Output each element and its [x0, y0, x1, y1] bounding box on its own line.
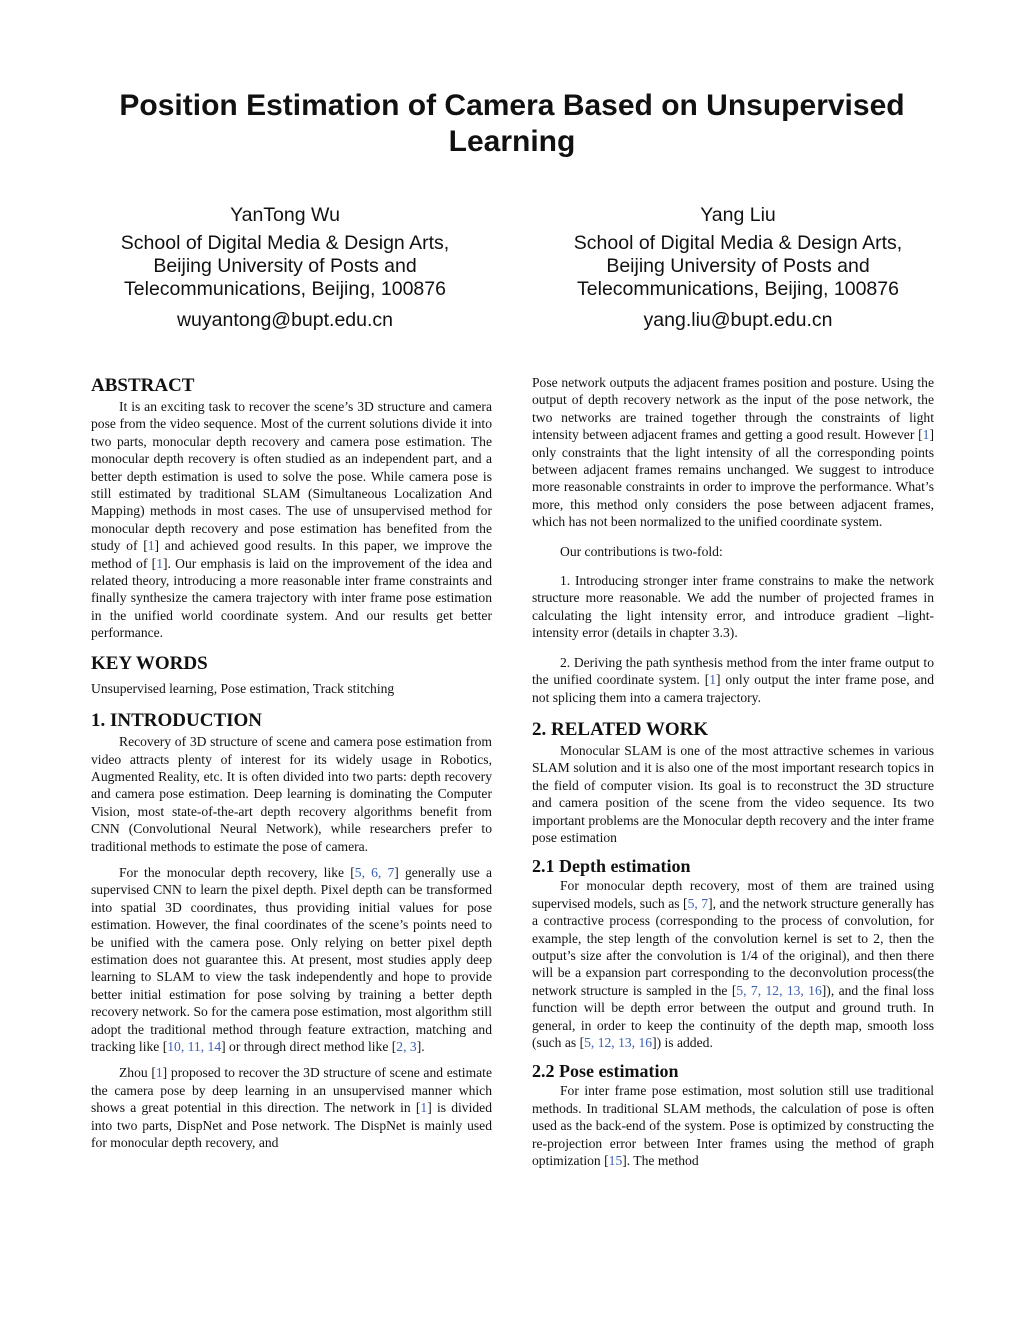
citation-link: 1	[709, 672, 717, 688]
author-name: YanTong Wu	[230, 204, 340, 226]
text-run: It is an exciting task to recover the scene’s 3D structure and camera pose from the video sequence. Most of the current solutions divide it into two parts, monocular depth recovery and camera pose estimation. The monocular depth recovery is often studied as an independent part, and a better depth estimation is used to solve the pose. While camera pose is still estimated by traditional SLAM (Simultaneous Localization And Mapping) methods in most cases. The use of unsupervised method for monocular depth recovery and pose estimation has benefited from the study of [	[91, 399, 492, 554]
author-block-1	[75, 200, 495, 335]
citation-link: 1	[420, 1100, 428, 1116]
text-run: ] generally use a supervised CNN to learn the pixel depth. Pixel depth can be transformed into spatial 3D coordinates, thus providing initial values for pose estimation. However, the final coordinates of the scene’s points need to be unified with the camera pose. Only relying on better pixel depth estimation does not guarantee this. At present, most studies apply deep learning to SLAM to view the task independently and hope to provide better initial estimation for pose solving by training a better depth recovery network. So for the camera pose estimation, most algorithm still adopt the traditional method through feature extraction, matching and tracking like [	[91, 864, 493, 1054]
author-email: yang.liu@bupt.edu.cn	[643, 309, 833, 331]
citation-link: 15	[608, 1153, 623, 1169]
contributions-intro: Our contributions is two-fold:	[560, 543, 723, 559]
introduction-paragraph-3	[91, 1064, 492, 1151]
related-work-paragraph: Monocular SLAM is one of the most attractive schemes in various SLAM solution and it is also one of the most important research topics in the field of computer vision. Its goal is to reconstruct the 3D structure and camera position of the scene from the video sequence. Its two important problems are the Monocular depth recovery and the inter frame pose estimation	[532, 742, 934, 845]
text-run: For the monocular depth recovery, like [	[119, 864, 355, 880]
author-affiliation-line: Telecommunications, Beijing, 100876	[124, 278, 446, 300]
author-affiliation-line: Beijing University of Posts and	[606, 255, 870, 277]
introduction-paragraph-1	[91, 733, 492, 855]
citation-link: 2, 3	[396, 1039, 417, 1054]
text-run: ] is divided into two parts, DispNet and Pose network. The DispNet is mainly used for monocular depth recovery, and	[91, 1100, 493, 1151]
depth-estimation-paragraph	[532, 877, 934, 1051]
text-run: Recovery of 3D structure of scene and camera pose estimation from video attracts plenty of interest for its widely usage in Robotics, Augmented Reality, etc. It is often divided into two parts: depth recovery and camera pose estimation. Deep learning is dominating the Computer Vision, most state-of-the-art depth recovery algorithms benefit from CNN (Convolutional Neural Network), while researchers prefer to traditional methods to estimate the pose of camera.	[91, 734, 492, 854]
pose-network-paragraph	[532, 374, 934, 531]
abstract-paragraph	[91, 398, 492, 642]
pose-estimation-paragraph	[532, 1082, 934, 1169]
left-column	[91, 374, 492, 1160]
citation-link: 5, 7	[687, 895, 709, 911]
right-column	[532, 374, 934, 1178]
author-affiliation-line: School of Digital Media & Design Arts,	[120, 232, 450, 254]
citation-link: 10, 11, 14	[167, 1039, 222, 1054]
text-run: For inter frame pose estimation, most solution still use traditional methods. In traditional SLAM methods, the calculation of pose is often used as the back-end of the system. Pose is optimized by constructing the re-projection error between Inter frames using the method of graph optimization [	[532, 1083, 934, 1169]
citation-link: 5, 12, 13, 16	[584, 1035, 653, 1050]
citation-link: 1	[922, 427, 930, 443]
contribution-item-2	[532, 654, 934, 706]
depth-estimation-heading: 2.1 Depth estimation	[532, 856, 691, 877]
text-run: 2. Deriving the path synthesis method from the inter frame output to the unified coordinate system. [	[532, 654, 934, 688]
text-run: Zhou [	[119, 1065, 156, 1081]
introduction-heading: 1. INTRODUCTION	[91, 710, 263, 732]
text-run: ]. The method	[622, 1153, 699, 1169]
keywords-heading: KEY WORDS	[91, 652, 208, 674]
text-run: ]. Our emphasis is laid on the improvement of the idea and related theory, introducing a more reasonable inter frame constraints and finally synthesize the camera trajectory with inter frame pose estimation in the unified world coordinate system. And our results get better performance.	[91, 555, 492, 641]
author-email: wuyantong@bupt.edu.cn	[176, 309, 394, 331]
text-run: ]), and the final loss function will be depth error between the output and ground truth. In general, in order to keep the continuity of the depth map, smooth loss (such as [	[532, 982, 934, 1050]
paper-title: Position Estimation of Camera Based on Unsupervised Learning	[119, 89, 905, 158]
author-affiliation-line: Beijing University of Posts and	[153, 255, 417, 277]
citation-link: 5, 6, 7	[354, 864, 395, 880]
citation-link: 1	[147, 538, 155, 554]
author-block-2	[528, 200, 948, 335]
author-affiliation-line: School of Digital Media & Design Arts,	[573, 232, 903, 254]
text-run: ], and the network structure generally has a contractive process (corresponding to the process of convolution, for example, the step length of the convolution kernel is set to 2, then the output’s size after the convolution is 1/4 of the original), and then there will be a expansion part corresponding to the deconvolution process(the network structure is sampled in the [	[532, 895, 934, 998]
author-affiliation-line: Telecommunications, Beijing, 100876	[577, 278, 899, 300]
text-run: For monocular depth recovery, most of them are trained using supervised models, such as [	[532, 878, 934, 911]
introduction-paragraph-2	[91, 864, 492, 1055]
abstract-heading: ABSTRACT	[91, 375, 195, 396]
pose-estimation-heading: 2.2 Pose estimation	[532, 1061, 679, 1082]
text-run: ] only constraints that the light intensity of all the corresponding points between adjacent frames remains unchanged. We suggest to introduce more reasonable constraints in order to improve the performance. What’s more, this method only considers the pose between adjacent frames, which has not been normalized to the unified coordinate system.	[532, 427, 934, 530]
text-run: ]) is added.	[652, 1035, 713, 1050]
text-run: ] or through direct method like [	[221, 1039, 397, 1054]
citation-link: 1	[156, 555, 163, 571]
text-run: ].	[416, 1039, 425, 1054]
text-run: ] proposed to recover the 3D structure of scene and estimate the camera pose by deep learning in an unsupervised manner which shows a great potential in this direction. The network in [	[91, 1065, 492, 1116]
text-run: ] and achieved good results. In this paper, we improve the method of [	[91, 538, 492, 571]
author-name: Yang Liu	[700, 204, 776, 226]
related-work-heading: 2. RELATED WORK	[532, 718, 709, 740]
keywords-text: Unsupervised learning, Pose estimation, Track stitching	[91, 680, 395, 696]
text-run: ] only output the inter frame pose, and not splicing them into a camera trajectory.	[532, 672, 934, 705]
text-run: Pose network outputs the adjacent frames position and posture. Using the output of depth recovery network as the input of the pose network, the two networks are trained together through the constraints of light intensity between adjacent frames and getting a good result. However [	[532, 375, 934, 443]
citation-link: 5, 7, 12, 13, 16	[736, 982, 822, 998]
contribution-item-1: 1. Introducing stronger inter frame constrains to make the network structure more reasonable. We add the number of projected frames in calculating the light intensity error, and introduce gradient –light-intensity error (details in chapter 3.3).	[532, 573, 934, 641]
citation-link: 1	[155, 1065, 163, 1081]
